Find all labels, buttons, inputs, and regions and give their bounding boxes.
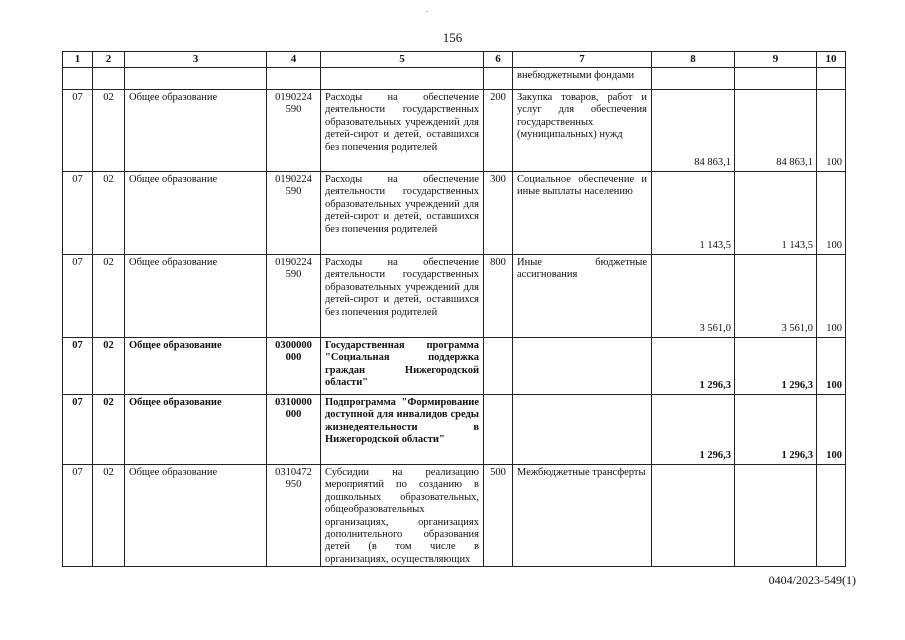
cell-percent <box>817 465 846 567</box>
cell-target-name <box>321 68 484 90</box>
cell-percent: 100 <box>817 90 846 172</box>
cell-subsection: 02 <box>93 255 125 338</box>
cell-target-name: Расходы на обеспечение деятельности государственных образовательных учреждений для детей-сирот и детей, оставшихся без попечения родителей <box>321 255 484 338</box>
cell-section-name: Общее образование <box>125 255 267 338</box>
table-header-row <box>63 52 846 68</box>
cell-percent: 100 <box>817 338 846 395</box>
cell-amount-plan: 1 143,5 <box>652 172 735 255</box>
cell-expense-name: Иные бюджетные ассигнования <box>513 255 652 338</box>
cell-amount-fact: 1 296,3 <box>735 338 817 395</box>
cell-section <box>63 68 93 90</box>
header-col-1: 1 <box>63 52 93 68</box>
cell-section-name: Общее образование <box>125 395 267 465</box>
cell-expense-name: внебюджетными фондами <box>513 68 652 90</box>
document-code: 0404/2023-549(1) <box>768 573 856 587</box>
cell-expense-type: 300 <box>484 172 513 255</box>
budget-table <box>62 51 846 567</box>
table-row <box>63 465 846 567</box>
cell-amount-fact <box>735 465 817 567</box>
cell-section: 07 <box>63 465 93 567</box>
cell-target-name: Подпрограмма "Формирование доступной для инвалидов среды жизнедеятельности в Нижегородской области" <box>321 395 484 465</box>
cell-subsection <box>93 68 125 90</box>
cell-section: 07 <box>63 90 93 172</box>
header-col-9: 9 <box>735 52 817 68</box>
cell-percent: 100 <box>817 395 846 465</box>
table-row <box>63 90 846 172</box>
cell-amount-fact: 1 296,3 <box>735 395 817 465</box>
cell-section: 07 <box>63 255 93 338</box>
cell-amount-plan: 1 296,3 <box>652 395 735 465</box>
cell-amount-fact: 1 143,5 <box>735 172 817 255</box>
cell-percent: 100 <box>817 255 846 338</box>
cell-subsection: 02 <box>93 172 125 255</box>
cell-section: 07 <box>63 395 93 465</box>
cell-section-name: Общее образование <box>125 465 267 567</box>
header-col-3: 3 <box>125 52 267 68</box>
cell-subsection: 02 <box>93 465 125 567</box>
cell-expense-type <box>484 338 513 395</box>
cell-expense-name: Закупка товаров, работ и услуг для обеспечения государственных (муниципальных) нужд <box>513 90 652 172</box>
header-col-10: 10 <box>817 52 846 68</box>
cell-expense-name: Межбюджетные трансферты <box>513 465 652 567</box>
table-row <box>63 68 846 90</box>
cell-section-name <box>125 68 267 90</box>
cell-target-code: 0310000 000 <box>267 395 321 465</box>
page-number: 156 <box>442 30 463 45</box>
cell-target-code: 0300000 000 <box>267 338 321 395</box>
cell-section-name: Общее образование <box>125 338 267 395</box>
cell-target-name: Расходы на обеспечение деятельности государственных образовательных учреждений для детей-сирот и детей, оставшихся без попечения родителей <box>321 90 484 172</box>
cell-section-name: Общее образование <box>125 172 267 255</box>
cell-expense-name <box>513 395 652 465</box>
cell-amount-plan: 84 863,1 <box>652 90 735 172</box>
cell-expense-type: 500 <box>484 465 513 567</box>
cell-section-name: Общее образование <box>125 90 267 172</box>
cell-amount-plan <box>652 68 735 90</box>
cell-subsection: 02 <box>93 395 125 465</box>
cell-subsection: 02 <box>93 90 125 172</box>
table-row <box>63 338 846 395</box>
header-col-4: 4 <box>267 52 321 68</box>
cell-percent: 100 <box>817 172 846 255</box>
table-row <box>63 255 846 338</box>
cell-percent <box>817 68 846 90</box>
cell-expense-name: Социальное обеспечение и иные выплаты населению <box>513 172 652 255</box>
header-col-2: 2 <box>93 52 125 68</box>
cell-target-code: 0190224 590 <box>267 255 321 338</box>
cell-target-code: 0310472 950 <box>267 465 321 567</box>
cell-amount-fact: 84 863,1 <box>735 90 817 172</box>
cell-expense-type <box>484 395 513 465</box>
cell-amount-plan: 3 561,0 <box>652 255 735 338</box>
cell-amount-plan <box>652 465 735 567</box>
cell-target-name: Расходы на обеспечение деятельности государственных образовательных учреждений для детей-сирот и детей, оставшихся без попечения родителей <box>321 172 484 255</box>
cell-subsection: 02 <box>93 338 125 395</box>
cell-expense-name <box>513 338 652 395</box>
cell-expense-type: 200 <box>484 90 513 172</box>
scan-mark: . <box>426 5 428 14</box>
cell-amount-plan: 1 296,3 <box>652 338 735 395</box>
header-col-5: 5 <box>321 52 484 68</box>
table-row <box>63 172 846 255</box>
cell-amount-fact: 3 561,0 <box>735 255 817 338</box>
cell-amount-fact <box>735 68 817 90</box>
cell-target-name: Субсидии на реализацию мероприятий по созданию в дошкольных образовательных, общеобразовательных организациях, организациях дополнительного образования детей (в том числе в организациях, осуществляющих <box>321 465 484 567</box>
cell-target-name: Государственная программа "Социальная поддержка граждан Нижегородской области" <box>321 338 484 395</box>
header-col-6: 6 <box>484 52 513 68</box>
cell-target-code: 0190224 590 <box>267 172 321 255</box>
cell-target-code <box>267 68 321 90</box>
cell-expense-type <box>484 68 513 90</box>
table-row <box>63 395 846 465</box>
header-col-8: 8 <box>652 52 735 68</box>
header-col-7: 7 <box>513 52 652 68</box>
cell-section: 07 <box>63 338 93 395</box>
cell-expense-type: 800 <box>484 255 513 338</box>
cell-target-code: 0190224 590 <box>267 90 321 172</box>
cell-section: 07 <box>63 172 93 255</box>
